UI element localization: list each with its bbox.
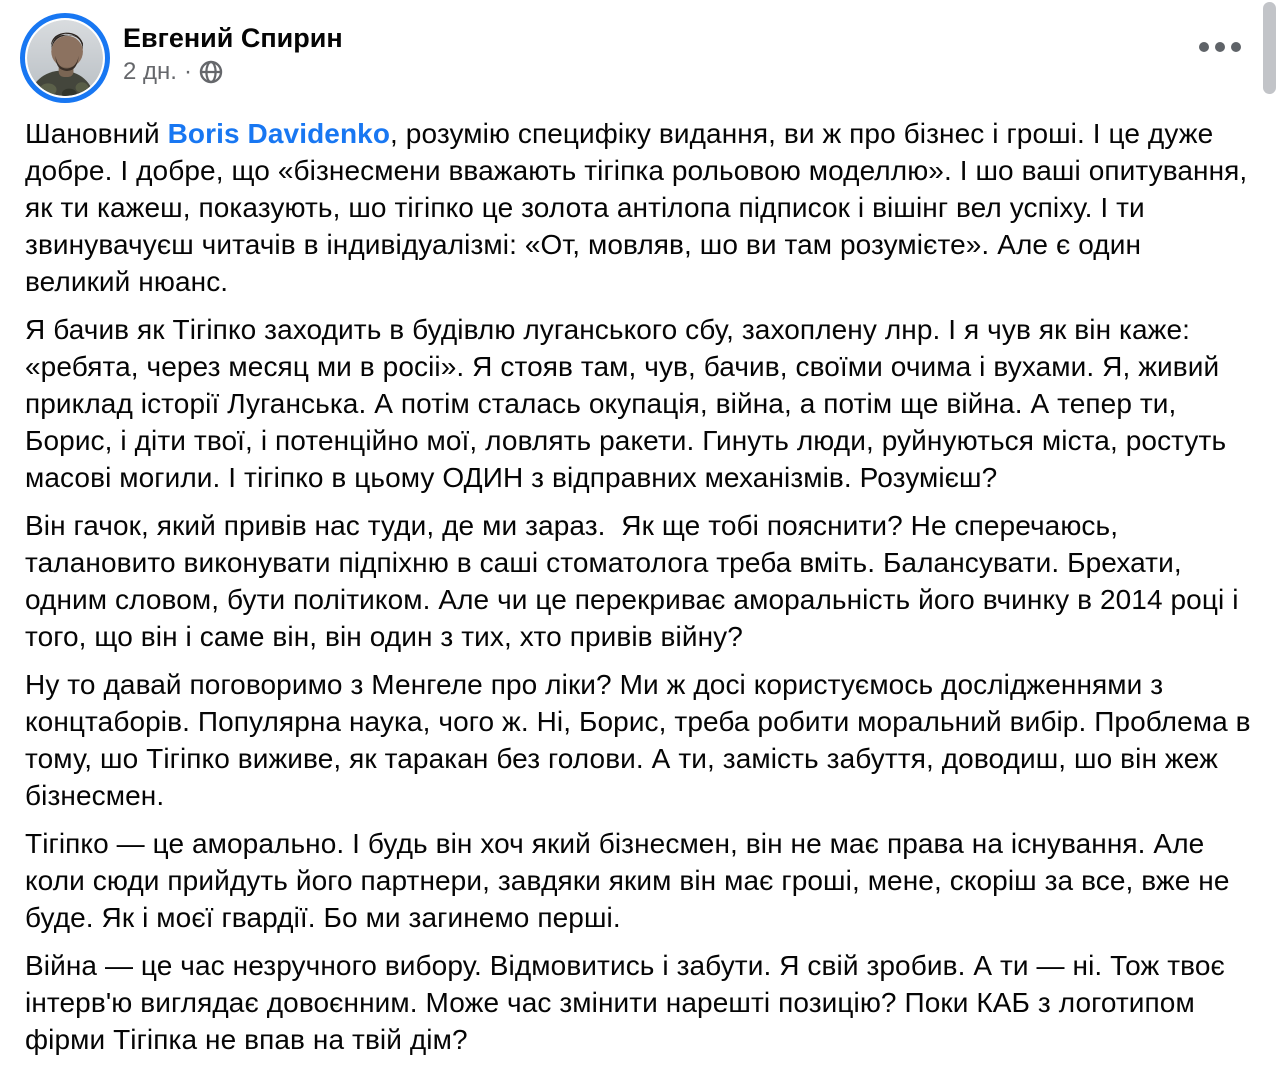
post-timestamp[interactable]: 2 дн. xyxy=(123,58,177,85)
paragraph-text: Шановний xyxy=(25,118,168,149)
author-name[interactable]: Евгений Спирин xyxy=(123,23,343,53)
meta-separator: · xyxy=(183,58,192,85)
post-meta xyxy=(123,57,343,87)
post-paragraph: Тігіпко — це аморально. І будь він хоч який бізнесмен, він не має права на існування. Але коли сюди прийдуть його партнери, завдяки яким він має гроші, мене, скоріш за все, вже не буде. Як і моєї гвардії. Бо ми загинемо перші. xyxy=(25,828,1238,933)
post-paragraph: Він гачок, який привів нас туди, де ми зараз. Як ще тобі пояснити? Не сперечаюсь, талановито виконувати підпіхню в саші стоматолога треба вміть. Балансувати. Брехати, одним словом, бути політиком. Але чи це перекриває аморальність його вчинку в 2014 році і того, що він і саме він, він один з тих, хто привів війну? xyxy=(25,510,1247,652)
post-body xyxy=(0,111,1280,1058)
post-paragraph: Війна — це час незручного вибору. Відмовитись і забути. Я свій зробив. А ти — ні. Тож твоє інтерв'ю виглядає довоєнним. Може час змінити нарешті позицію? Поки КАБ з логотипом фірми Тігіпка не впав на твій дім? xyxy=(25,950,1233,1055)
post-paragraph xyxy=(25,115,1254,300)
header-text xyxy=(123,13,343,87)
scrollbar-thumb[interactable] xyxy=(1263,2,1276,94)
ellipsis-icon xyxy=(1199,42,1209,52)
post-paragraph: Я бачив як Тігіпко заходить в будівлю луганського сбу, захоплену лнр. І я чув як він каже: «ребята, через месяц ми в росіі». Я стояв там, чув, бачив, своїми очима і вухами. Я, живий приклад історії Луганська. А потім сталась окупація, війна, а потім ще війна. А тепер ти, Борис, і діти твої, і потенційно мої, ловлять ракети. Гинуть люди, руйнуються міста, ростуть масові могили. І тігіпко в цьому ОДИН з відправних механізмів. Розумієш? xyxy=(25,314,1235,493)
paragraph-text: , розумію специфіку видання, ви ж про бізнес і гроші. І це дуже добре. І добре, що «бізнесмени вважають тігіпка рольовою моделлю». І шо ваші опитування, як ти кажеш, показують, шо тігіпко це золота антілопа підписок і вішінг вел успіху. І ти звинувачуєш читачів в індивідуалізмі: «От, мовляв, шо ви там розумієте». Але є один великий нюанс. xyxy=(25,118,1256,297)
profile-avatar[interactable] xyxy=(20,13,110,103)
post-paragraph: Ну то давай поговоримо з Менгеле про ліки? Ми ж досі користуємось дослідженнями з концтаборів. Популярна наука, чого ж. Ні, Борис, треба робити моральний вибір. Проблема в тому, шо Тігіпко виживе, як таракан без голови. А ти, замість забуття, доводиш, шо він жеж бізнесмен. xyxy=(25,669,1259,811)
avatar-photo xyxy=(27,20,103,96)
mention-link[interactable]: Boris Davidenko xyxy=(167,118,391,149)
post-options-button[interactable] xyxy=(1193,36,1247,58)
globe-icon xyxy=(199,60,223,84)
post-header xyxy=(0,0,1280,111)
